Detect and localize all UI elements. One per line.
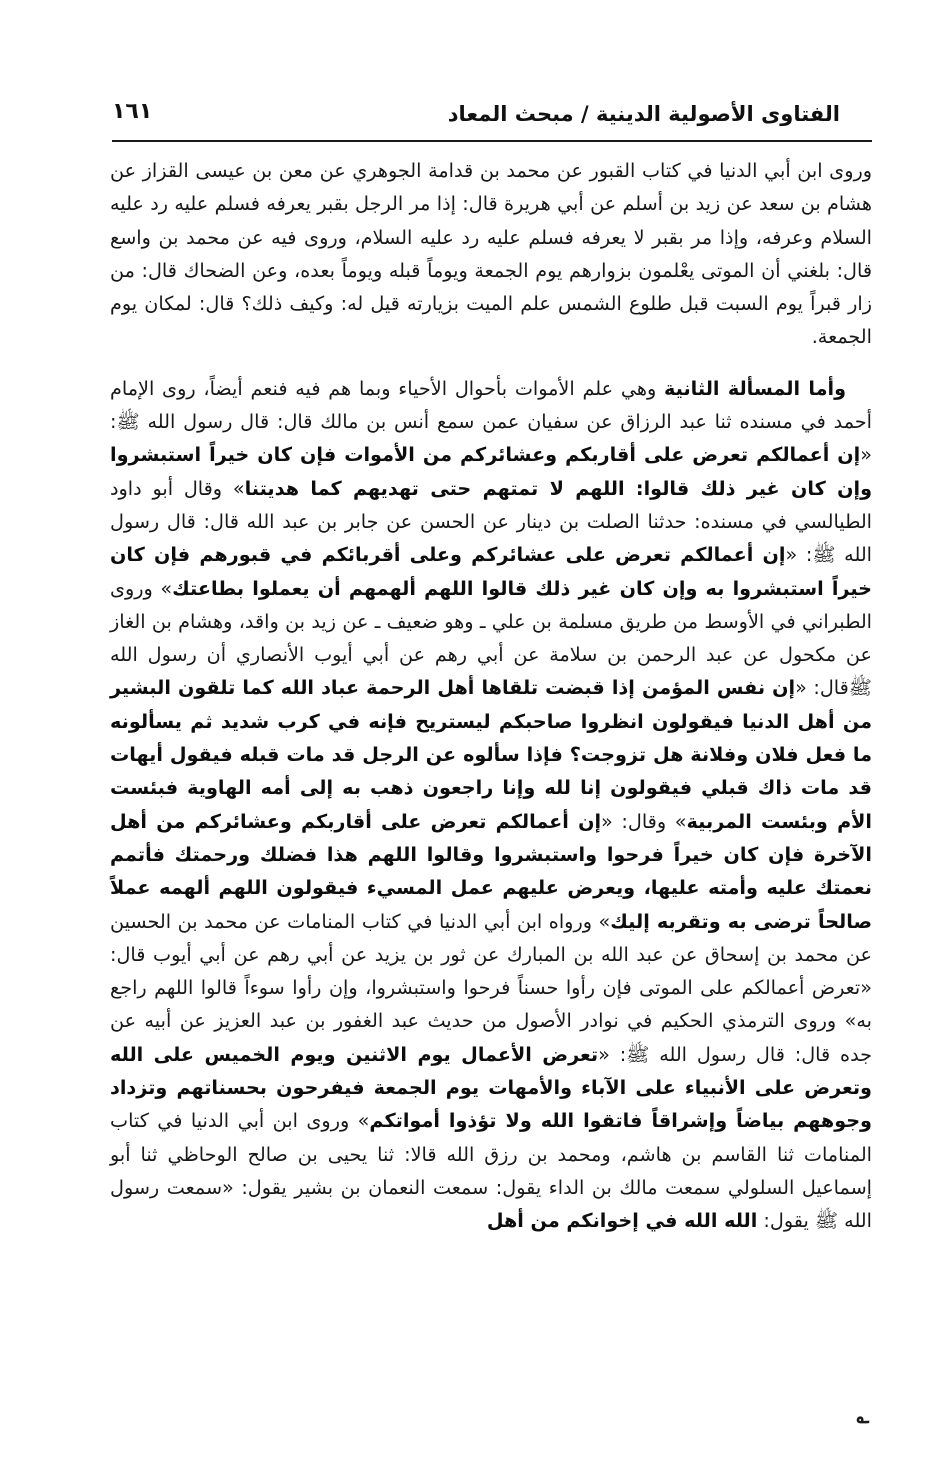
text-run: » وروى الطبراني في الأوسط من طريق مسلمة بن علي ـ وهو ضعيف ـ عن زيد بن واقد، وهشام بن الغاز عن مكحول عن عبد الرحمن بن سلامة عن أبي رهم عن أبي أيوب الأنصاري أن رسول الله ﷺقال: « bbox=[110, 576, 872, 700]
text-run: » وقال: « bbox=[601, 809, 687, 833]
text-run: » وروى ابن أبي الدنيا في كتاب المنامات ثنا القاسم بن هاشم، ومحمد بن رزق الله قالا: ثنا يحيى بن صالح الوحاظي ثنا أبو إسماعيل السلولي سمعت مالك بن الداء يقول: سمعت النعمان بن بشير يقول: «سمعت رسول الله ﷺ يقول: bbox=[110, 1109, 872, 1233]
hadith-quote: الله الله في إخوانكم من أهل bbox=[486, 1209, 758, 1233]
page-number: ١٦١ bbox=[112, 99, 153, 124]
main-text bbox=[110, 154, 872, 1238]
text-run: » وقال أبو داود الطيالسي في مسنده: حدثنا الصلت بن دينار عن الحسن عن جابر بن عبد الله قال: قال رسول الله ﷺ: « bbox=[110, 476, 872, 567]
hadith-quote: إن أعمالكم تعرض على أقاربكم وعشائركم من الأموات فإن كان خيراً استبشروا وإن كان غير ذلك قالوا: اللهم لا تمتهم حتى تهديهم كما هديتنا bbox=[110, 443, 872, 500]
running-header bbox=[112, 96, 840, 136]
hadith-quote: إن أعمالكم تعرض على أقاربكم وعشائركم من أهل الآخرة فإن كان خيراً فرحوا واستبشروا وقالوا اللهم هذا فضلك ورحمتك فأتمم نعمتك عليه وأمته عليها، ويعرض عليهم عمل المسيء فيقولون اللهم ألهمه عملاً صالحاً ترضى به وتقربه إليك bbox=[110, 809, 872, 933]
hadith-quote: إن أعمالكم تعرض على عشائركم وعلى أقربائكم في قبورهم فإن كان خيراً استبشروا به وإن كان غير ذلك قالوا اللهم ألهمهم أن يعملوا بطاعتك bbox=[110, 543, 873, 600]
hadith-quote: إن نفس المؤمن إذا قبضت تلقاها أهل الرحمة عباد الله كما تلقون البشير من أهل الدنيا فيقولون انظروا صاحبكم ليستريح فإنه في كرب شديد ثم يسألونه ما فعل فلان وفلانة هل تزوجت؟ فإذا سألوه عن الرجل قد مات قبله فيقول أيهات قد مات ذاك قبلي فيقولون إنا لله وإنا راجعون ذهب به إلى أمه الهاوية فبئست الأم وبئست المربية bbox=[110, 676, 873, 833]
header-title: الفتاوى الأصولية الدينية / مبحث المعاد bbox=[447, 102, 840, 126]
paragraph-2 bbox=[110, 372, 872, 1238]
section-heading: وأما المسألة الثانية bbox=[663, 376, 846, 400]
text-run: وهي علم الأموات بأحوال الأحياء وبما هم فيه فنعم أيضاً، روى الإمام أحمد في مسنده ثنا عبد الرزاق عن سفيان عمن سمع أنس بن مالك قال: قال رسول الله ﷺ: « bbox=[110, 376, 872, 467]
paragraph-1: وروى ابن أبي الدنيا في كتاب القبور عن محمد بن قدامة الجوهري عن معن بن عيسى القزاز عن هشام بن سعد عن زيد بن أسلم عن أبي هريرة قال: إذا مر الرجل بقبر يعرفه فسلم عليه رد عليه السلام وعرفه، وإذا مر بقبر لا يعرفه فسلم عليه رد عليه السلام، وروى فيه عن محمد بن واسع قال: بلغني أن الموتى يعْلمون بزوارهم يوم الجمعة ويوماً قبله ويوماً بعده، وعن الضحاك قال: من زار قبراً يوم السبت قبل طلوع الشمس علم الميت بزيارته قيل له: وكيف ذلك؟ قال: لمكان يوم الجمعة. bbox=[110, 159, 872, 349]
header-rule bbox=[112, 140, 872, 142]
hadith-quote: تعرض الأعمال يوم الاثنين ويوم الخميس على الله وتعرض على الأنبياء على الآباء والأمهات يوم الجمعة فيفرحون بحسناتهم وتزداد وجوههم بياضاً وإشراقاً فاتقوا الله ولا تؤذوا أمواتكم bbox=[110, 1042, 872, 1133]
footer-mark: ؎ bbox=[856, 1404, 870, 1429]
text-run: » ورواه ابن أبي الدنيا في كتاب المنامات عن محمد بن الحسين عن محمد بن إسحاق عن عبد الله بن المبارك عن ثور بن يزيد عن أبي رهم عن أبي أيوب قال: «تعرض أعمالكم على الموتى فإن رأوا حسناً فرحوا واستبشروا، وإن رأوا سوءاً قالوا اللهم راجع به» وروى الترمذي الحكيم في نوادر الأصول من حديث عبد الغفور بن عبد العزيز عن أبيه عن جده قال: قال رسول الله ﷺ: « bbox=[110, 909, 872, 1066]
